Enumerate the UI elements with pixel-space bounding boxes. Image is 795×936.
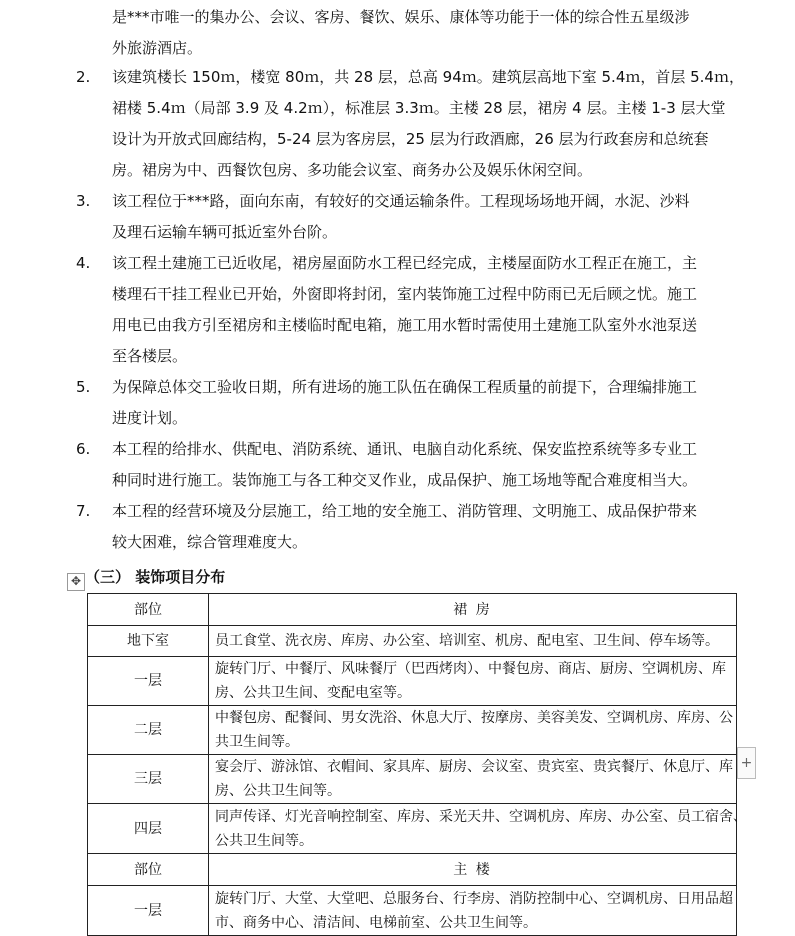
- list-item: [112, 434, 740, 496]
- move-icon[interactable]: ✥: [67, 573, 85, 591]
- plus-icon[interactable]: +: [737, 747, 756, 779]
- list-number: 7.: [76, 502, 91, 520]
- location-cell: 部位: [88, 594, 209, 626]
- list-number: 6.: [76, 440, 91, 458]
- rooms-line: 宴会厅、游泳馆、衣帽间、家具库、厨房、会议室、贵宾室、贵宾餐厅、休息厅、库: [215, 759, 733, 775]
- text-line: 至各楼层。: [112, 347, 188, 365]
- text-line: 本工程的给排水、供配电、消防系统、通讯、电脑自动化系统、保安监控系统等多专业工: [112, 440, 698, 458]
- text-line: 该工程位于***路，面向东南，有较好的交通运输条件。工程现场场地开阔，水泥、沙料: [112, 192, 690, 210]
- list-item: [112, 248, 740, 372]
- location-cell: 四层: [88, 804, 209, 854]
- text-line: 及理石运输车辆可抵近室外台阶。: [112, 223, 338, 241]
- text-line: 用电已由我方引至裙房和主楼临时配电箱，施工用水暂时需使用土建施工队室外水池泵送: [112, 316, 698, 334]
- location-cell: 部位: [88, 854, 209, 886]
- rooms-line: 旋转门厅、大堂、大堂吧、总服务台、行李房、消防控制中心、空调机房、日用品超: [215, 890, 733, 907]
- location-cell: 一层: [88, 657, 209, 706]
- list-number: 2.: [76, 68, 91, 86]
- location-cell: 二层: [88, 706, 209, 755]
- list-item: [112, 186, 740, 248]
- table-row: [88, 755, 737, 804]
- list-item: [112, 62, 744, 186]
- rooms-line: 房、公共卫生间、变配电室等。: [215, 685, 411, 701]
- list-number: 4.: [76, 254, 91, 272]
- rooms-line: 市、商务中心、清洁间、电梯前室、公共卫生间等。: [215, 914, 537, 931]
- text-line: 该建筑楼长 150ｍ，楼宽 80ｍ，共 28 层，总高 94ｍ。建筑层高地下室 5.4ｍ，首层 5.4ｍ，: [112, 68, 744, 86]
- text-line: 是***市唯一的集办公、会议、客房、餐饮、娱乐、康体等功能于一体的综合性五星级涉: [112, 8, 690, 26]
- rooms-line: 中餐包房、配餐间、男女洗浴、休息大厅、按摩房、美容美发、空调机房、库房、公: [215, 710, 733, 726]
- location-cell: 一层: [88, 886, 209, 936]
- rooms-line: 房、公共卫生间等。: [215, 783, 341, 799]
- text-line: 种同时进行施工。装饰施工与各工种交叉作业，成品保护、施工场地等配合难度相当大。: [112, 471, 698, 489]
- decoration-distribution-table: [87, 593, 747, 936]
- text-line: 房。裙房为中、西餐饮包房、多功能会议室、商务办公及娱乐休闲空间。: [112, 161, 593, 179]
- section-heading: （三） 装饰项目分布: [85, 568, 226, 586]
- text-line: 较大困难，综合管理难度大。: [112, 533, 308, 551]
- building-header-cell: 主 楼: [209, 854, 737, 886]
- table-header-row: [88, 594, 737, 626]
- table-row: [88, 706, 737, 755]
- rooms-line: 公共卫生间等。: [215, 832, 313, 849]
- rooms-line: 同声传译、灯光音响控制室、库房、采光天井、空调机房、库房、办公室、员工宿舍、: [215, 808, 747, 825]
- intro-paragraph: [112, 2, 740, 64]
- rooms-cell: [209, 626, 737, 657]
- text-line: 裙楼 5.4ｍ（局部 3.9 及 4.2ｍ），标准层 3.3ｍ。主楼 28 层，裙房 4 层。主楼 1-3 层大堂: [112, 99, 726, 117]
- table-header-row: [88, 854, 737, 886]
- rooms-cell: [209, 657, 737, 706]
- rooms-line: 旋转门厅、中餐厅、风味餐厅（巴西烤肉）、中餐包房、商店、厨房、空调机房、库: [215, 661, 726, 677]
- location-cell: 三层: [88, 755, 209, 804]
- table-row: [88, 886, 737, 936]
- table-row: [88, 804, 737, 854]
- list-item: [112, 496, 740, 558]
- rooms-cell: [209, 804, 747, 854]
- list-number: 3.: [76, 192, 91, 210]
- text-line: 进度计划。: [112, 409, 188, 427]
- table-row: [88, 626, 737, 657]
- text-line: 外旅游酒店。: [112, 39, 203, 57]
- location-cell: 地下室: [88, 626, 209, 657]
- building-header-cell: 裙 房: [209, 594, 737, 626]
- text-line: 设计为开放式回廊结构，5-24 层为客房层，25 层为行政酒廊，26 层为行政套房和总统套: [112, 130, 709, 148]
- rooms-cell: [209, 706, 737, 755]
- rooms-cell: [209, 886, 737, 936]
- rooms-line: 共卫生间等。: [215, 734, 299, 750]
- text-line: 本工程的经营环境及分层施工，给工地的安全施工、消防管理、文明施工、成品保护带来: [112, 502, 698, 520]
- text-line: 为保障总体交工验收日期，所有进场的施工队伍在确保工程质量的前提下，合理编排施工: [112, 378, 698, 396]
- list-number: 5.: [76, 378, 91, 396]
- text-line: 该工程土建施工已近收尾，裙房屋面防水工程已经完成，主楼屋面防水工程正在施工，主: [112, 254, 698, 272]
- rooms-cell: [209, 755, 737, 804]
- list-item: [112, 372, 740, 434]
- rooms-line: 员工食堂、洗衣房、库房、办公室、培训室、机房、配电室、卫生间、停车场等。: [215, 633, 719, 649]
- table-row: [88, 657, 737, 706]
- text-line: 楼理石干挂工程业已开始，外窗即将封闭，室内装饰施工过程中防雨已无后顾之忧。施工: [112, 285, 698, 303]
